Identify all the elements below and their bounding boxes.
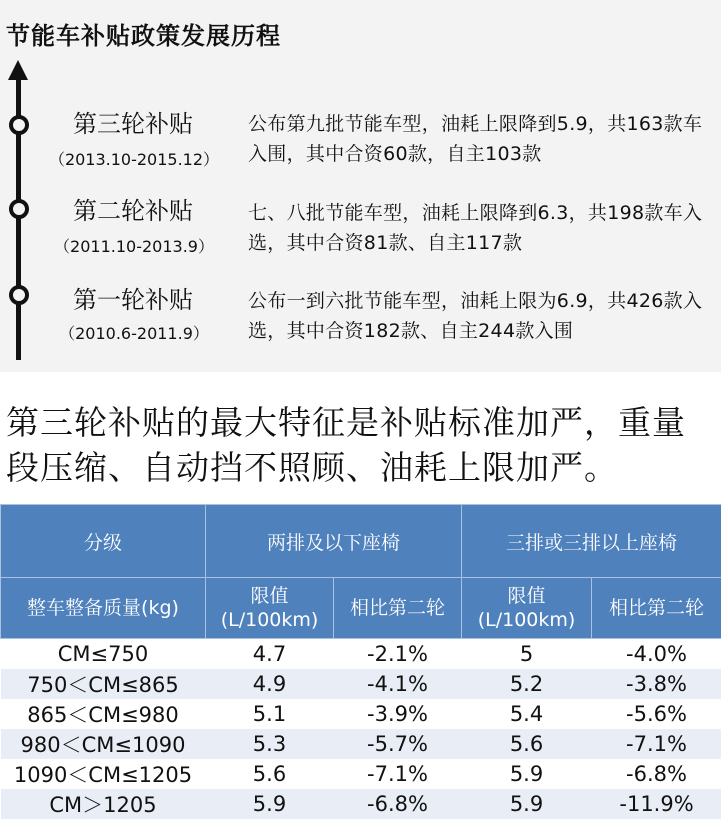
round-period: （2010.6-2011.9） [30,321,238,344]
header-compare: 相比第二轮 [334,578,462,639]
change-cell: -4.1% [334,669,462,699]
header-limit: 限值(L/100km) [206,578,334,639]
table-header-row [1,505,721,578]
round-title: 第三轮补贴 [58,104,208,139]
table-row [1,729,721,759]
table-row [1,789,721,819]
round-title: 第一轮补贴 [58,280,208,315]
round-description: 七、八批节能车型，油耗上限降到6.3，共198款车入选，其中合资81款、自主117款 [248,198,716,258]
table-row [1,669,721,699]
limit-cell: 4.9 [206,669,334,699]
round-description: 公布一到六批节能车型，油耗上限为6.9，共426款入选，其中合资182款、自主244款入围 [248,286,716,346]
timeline-node [9,115,29,135]
limit-cell: 5.3 [206,729,334,759]
change-cell: -7.1% [592,729,721,759]
change-cell: -7.1% [334,759,462,789]
round-period: （2013.10-2015.12） [30,147,238,170]
change-cell: -2.1% [334,639,462,670]
mass-range-cell: 750＜CM≤865 [1,669,206,699]
header-three-row-seats: 三排或三排以上座椅 [462,505,721,578]
mass-range-cell: CM＞1205 [1,789,206,819]
limit-cell: 5.6 [206,759,334,789]
change-cell: -3.9% [334,699,462,729]
change-cell: -3.8% [592,669,721,699]
timeline-panel [0,0,721,372]
header-curb-mass: 整车整备质量(kg) [1,578,206,639]
change-cell: -6.8% [334,789,462,819]
mass-range-cell: 1090＜CM≤1205 [1,759,206,789]
limit-cell: 5.9 [462,789,592,819]
mass-range-cell: 980＜CM≤1090 [1,729,206,759]
timeline-node [9,285,29,305]
table-row [1,759,721,789]
change-cell: -11.9% [592,789,721,819]
mass-range-cell: CM≤750 [1,639,206,670]
limit-cell: 5.6 [462,729,592,759]
change-cell: -5.6% [592,699,721,729]
limit-cell: 5.2 [462,669,592,699]
header-compare: 相比第二轮 [592,578,721,639]
table-row [1,639,721,670]
change-cell: -6.8% [592,759,721,789]
table-row [1,699,721,729]
table-subheader-row [1,578,721,639]
limit-cell: 5.1 [206,699,334,729]
round-description: 公布第九批节能车型，油耗上限降到5.9，共163款车入围，其中合资60款，自主103款 [248,109,716,169]
limit-cell: 5.9 [462,759,592,789]
header-limit: 限值(L/100km) [462,578,592,639]
timeline-node [9,199,29,219]
limit-cell: 5 [462,639,592,670]
fuel-limit-table [0,504,721,819]
limit-cell: 5.9 [206,789,334,819]
header-grade: 分级 [1,505,206,578]
highlight-statement: 第三轮补贴的最大特征是补贴标准加严，重量段压缩、自动挡不照顾、油耗上限加严。 [6,400,718,490]
header-two-row-seats: 两排及以下座椅 [206,505,462,578]
limit-cell: 4.7 [206,639,334,670]
mass-range-cell: 865＜CM≤980 [1,699,206,729]
page-title: 节能车补贴政策发展历程 [6,16,281,51]
change-cell: -5.7% [334,729,462,759]
round-title: 第二轮补贴 [58,191,208,226]
change-cell: -4.0% [592,639,721,670]
limit-cell: 5.4 [462,699,592,729]
round-period: （2011.10-2013.9） [30,234,238,257]
